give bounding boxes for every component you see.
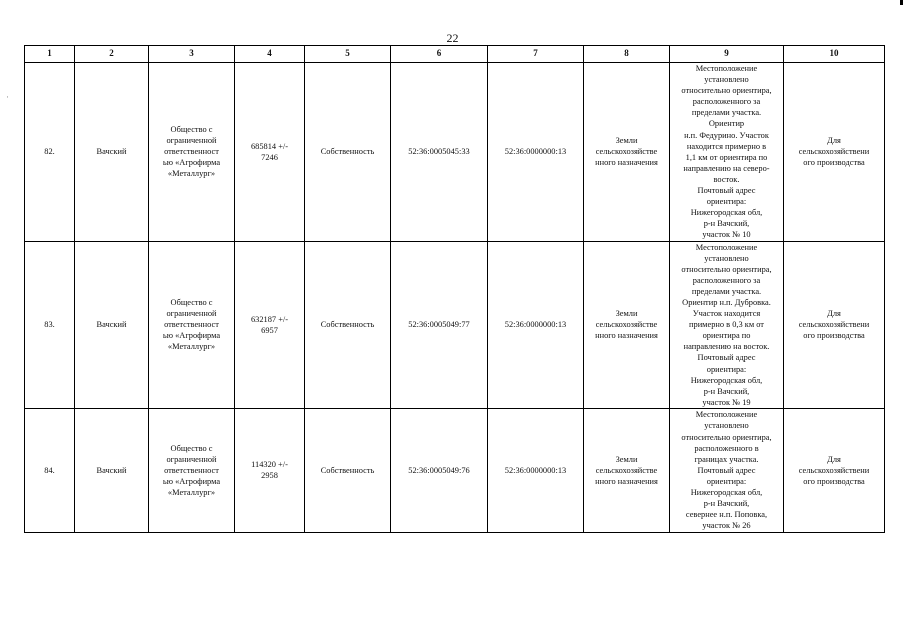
page-number: 22 [446, 31, 459, 45]
scan-corner-mark [900, 0, 903, 5]
land-plots-table [24, 45, 885, 533]
column-number-row [25, 46, 885, 63]
column-header: 5 [305, 46, 391, 63]
area-cell: 114320 +/- 2958 [235, 408, 305, 532]
table-row [25, 408, 885, 532]
area-cell: 632187 +/- 6957 [235, 241, 305, 408]
row-number: 82. [25, 63, 75, 242]
location-cell: Местоположение установлено относительно ориентира, расположенного за пределами участка. Ориентир н.п. Федурино. Участок находится примерно в 1,1 км от ориентира по направлению на северо- восток. Почтовый адрес ориентира: Нижегородская обл, р-н Вачский, участок № 10 [670, 63, 784, 242]
location-cell: Местоположение установлено относительно ориентира, расположенного в границах участка. Почтовый адрес ориентира: Нижегородская обл, р-н Вачский, севернее н.п. Поповка, участок № 26 [670, 408, 784, 532]
owner-cell: Общество с ограниченной ответственност ью «Агрофирма «Металлург» [149, 408, 235, 532]
permitted-use-cell: Для сельскохозяйствени ого производства [784, 241, 885, 408]
column-header: 6 [391, 46, 488, 63]
row-number: 83. [25, 241, 75, 408]
right-type-cell: Собственность [305, 408, 391, 532]
owner-cell: Общество с ограниченной ответственност ью «Агрофирма «Металлург» [149, 63, 235, 242]
district-cell: Вачский [75, 241, 149, 408]
column-header: 7 [488, 46, 584, 63]
column-header: 1 [25, 46, 75, 63]
column-header: 9 [670, 46, 784, 63]
owner-cell: Общество с ограниченной ответственност ью «Агрофирма «Металлург» [149, 241, 235, 408]
right-type-cell: Собственность [305, 241, 391, 408]
district-cell: Вачский [75, 63, 149, 242]
location-cell: Местоположение установлено относительно ориентира, расположенного за пределами участка. Ориентир н.п. Дубровка. Участок находится примерно в 0,3 км от ориентира по направлению на восток. Почтовый адрес ориентира: Нижегородская обл, р-н Вачский, участок № 19 [670, 241, 784, 408]
column-header: 3 [149, 46, 235, 63]
parent-number-cell: 52:36:0000000:13 [488, 408, 584, 532]
land-category-cell: Земли сельскохозяйстве нного назначения [584, 408, 670, 532]
parent-number-cell: 52:36:0000000:13 [488, 241, 584, 408]
row-number: 84. [25, 408, 75, 532]
column-header: 4 [235, 46, 305, 63]
land-category-cell: Земли сельскохозяйстве нного назначения [584, 63, 670, 242]
table-row [25, 241, 885, 408]
cadastral-number-cell: 52:36:0005049:77 [391, 241, 488, 408]
permitted-use-cell: Для сельскохозяйствени ого производства [784, 408, 885, 532]
cadastral-number-cell: 52:36:0005045:33 [391, 63, 488, 242]
scan-speck: · [6, 92, 9, 102]
column-header: 2 [75, 46, 149, 63]
district-cell: Вачский [75, 408, 149, 532]
area-cell: 685814 +/- 7246 [235, 63, 305, 242]
parent-number-cell: 52:36:0000000:13 [488, 63, 584, 242]
column-header: 8 [584, 46, 670, 63]
land-category-cell: Земли сельскохозяйстве нного назначения [584, 241, 670, 408]
table-row [25, 63, 885, 242]
permitted-use-cell: Для сельскохозяйствени ого производства [784, 63, 885, 242]
right-type-cell: Собственность [305, 63, 391, 242]
column-header: 10 [784, 46, 885, 63]
cadastral-number-cell: 52:36:0005049:76 [391, 408, 488, 532]
